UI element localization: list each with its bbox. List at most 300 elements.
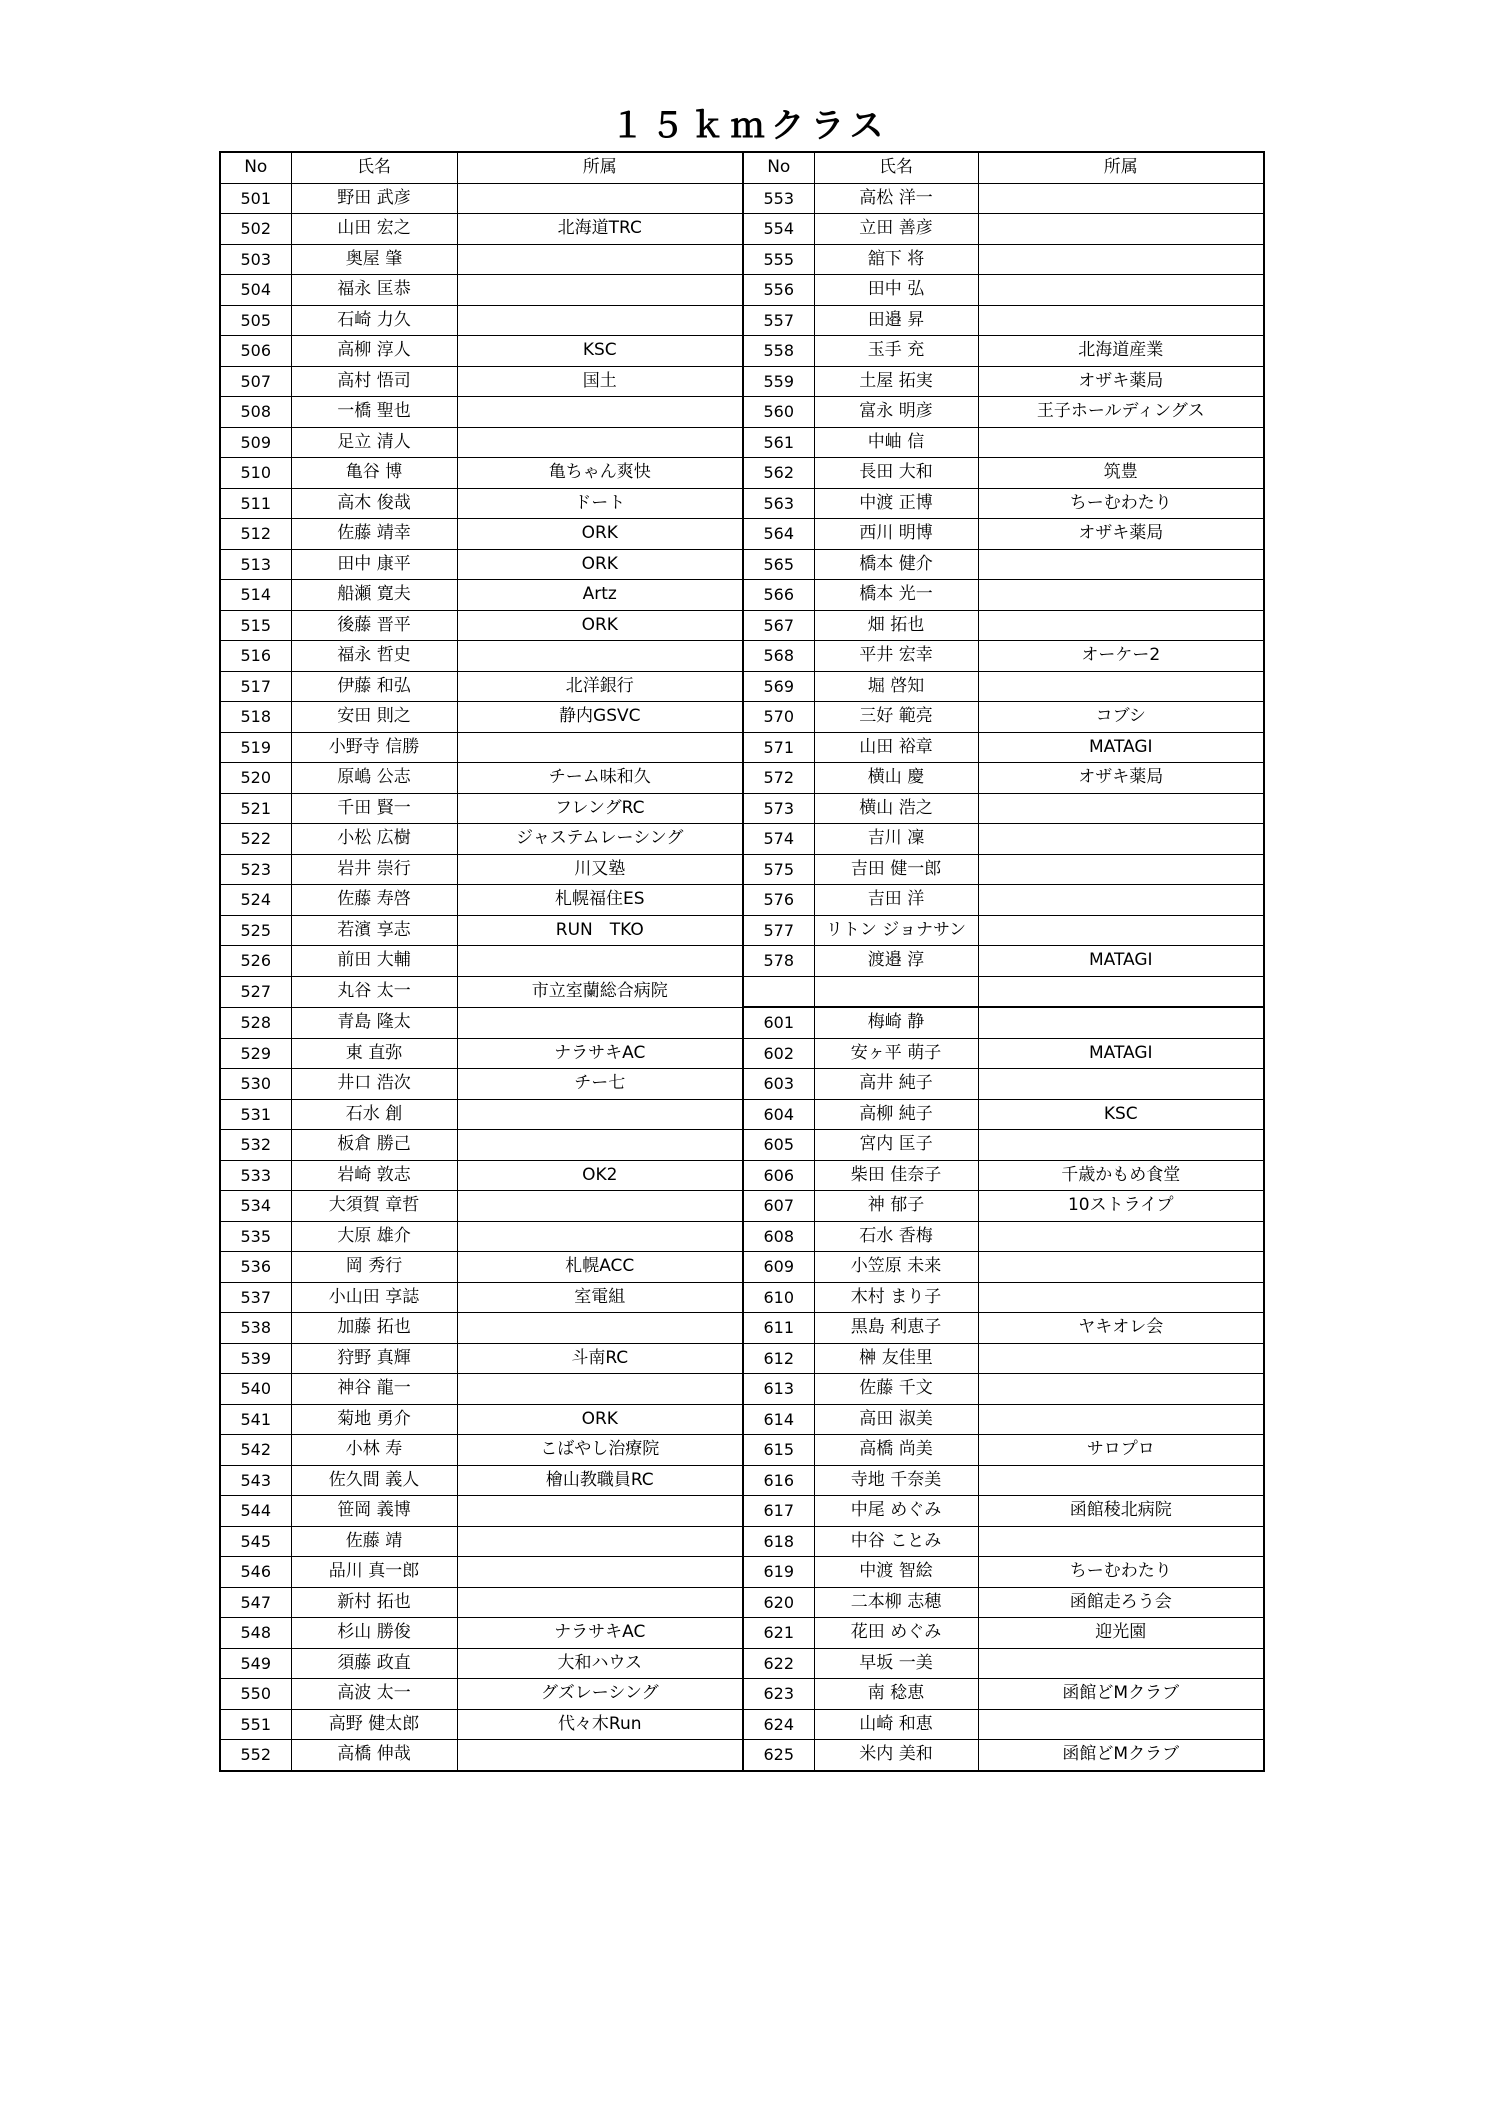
entry-number: 515 (220, 610, 291, 641)
entry-name: 加藤 拓也 (291, 1313, 457, 1344)
entry-name: 菊地 勇介 (291, 1404, 457, 1435)
entry-name: 岩崎 敦志 (291, 1160, 457, 1191)
entry-name: 田中 弘 (814, 275, 978, 306)
entry-name: 佐藤 寿啓 (291, 885, 457, 916)
entry-name: 福永 匡恭 (291, 275, 457, 306)
entry-name: 田中 康平 (291, 549, 457, 580)
entry-name: 高村 悟司 (291, 366, 457, 397)
table-row (220, 305, 1264, 336)
entry-number: 525 (220, 915, 291, 946)
entry-number: 520 (220, 763, 291, 794)
entry-affiliation: 函館どMクラブ (978, 1740, 1264, 1771)
entry-name: 笹岡 義博 (291, 1496, 457, 1527)
entry-name: 吉川 凜 (814, 824, 978, 855)
entry-name: 高柳 淳人 (291, 336, 457, 367)
entry-name: 若濱 享志 (291, 915, 457, 946)
entry-number: 546 (220, 1557, 291, 1588)
entry-affiliation: ナラサキAC (457, 1038, 743, 1069)
entry-name: 奥屋 肇 (291, 244, 457, 275)
table-row (220, 1130, 1264, 1161)
entry-name: 南 稔恵 (814, 1679, 978, 1710)
entry-affiliation: こばやし治療院 (457, 1435, 743, 1466)
entry-number: 518 (220, 702, 291, 733)
entry-number: 542 (220, 1435, 291, 1466)
entry-number: 510 (220, 458, 291, 489)
entry-name: 玉手 充 (814, 336, 978, 367)
entry-name: 二本柳 志穂 (814, 1587, 978, 1618)
entry-number: 567 (743, 610, 814, 641)
table-row (220, 1313, 1264, 1344)
entry-name: 佐藤 千文 (814, 1374, 978, 1405)
entry-number: 617 (743, 1496, 814, 1527)
entry-name: 黒島 利恵子 (814, 1313, 978, 1344)
entry-affiliation: ジャステムレーシング (457, 824, 743, 855)
entry-name: 三好 範亮 (814, 702, 978, 733)
table-row (220, 732, 1264, 763)
entry-name: 吉田 洋 (814, 885, 978, 916)
entry-name: 橋本 光一 (814, 580, 978, 611)
table-row (220, 915, 1264, 946)
entry-name: 米内 美和 (814, 1740, 978, 1771)
table-row (220, 183, 1264, 214)
table-row (220, 946, 1264, 977)
entry-number: 544 (220, 1496, 291, 1527)
entry-name: 小林 寿 (291, 1435, 457, 1466)
entry-number: 521 (220, 793, 291, 824)
entry-number: 514 (220, 580, 291, 611)
entry-number: 532 (220, 1130, 291, 1161)
entry-number: 551 (220, 1709, 291, 1740)
entry-affiliation (457, 946, 743, 977)
entry-affiliation (978, 885, 1264, 916)
entry-name: 神 郁子 (814, 1191, 978, 1222)
entry-affiliation: 北洋銀行 (457, 671, 743, 702)
table-row (220, 1435, 1264, 1466)
entry-affiliation (978, 824, 1264, 855)
entry-name: 高木 俊哉 (291, 488, 457, 519)
entry-number: 604 (743, 1099, 814, 1130)
entry-name: 長田 大和 (814, 458, 978, 489)
entry-number: 558 (743, 336, 814, 367)
entry-affiliation: ORK (457, 549, 743, 580)
entry-number: 623 (743, 1679, 814, 1710)
entry-affiliation: 亀ちゃん爽快 (457, 458, 743, 489)
entry-affiliation (978, 915, 1264, 946)
entry-affiliation: 迎光園 (978, 1618, 1264, 1649)
entry-number: 619 (743, 1557, 814, 1588)
entry-affiliation: 札幌福住ES (457, 885, 743, 916)
entry-number: 530 (220, 1069, 291, 1100)
entry-affiliation (457, 1007, 743, 1038)
entry-number: 509 (220, 427, 291, 458)
entry-affiliation (978, 214, 1264, 245)
entry-name: 中岫 信 (814, 427, 978, 458)
entry-number: 574 (743, 824, 814, 855)
entry-name: 福永 哲史 (291, 641, 457, 672)
entry-number: 526 (220, 946, 291, 977)
entry-name: 小野寺 信勝 (291, 732, 457, 763)
table-row (220, 366, 1264, 397)
entry-number: 563 (743, 488, 814, 519)
table-row (220, 519, 1264, 550)
entry-affiliation (978, 793, 1264, 824)
table-header-row (220, 152, 1264, 183)
entry-name: 野田 武彦 (291, 183, 457, 214)
entry-name: 高田 淑美 (814, 1404, 978, 1435)
entry-name: 中尾 めぐみ (814, 1496, 978, 1527)
header-affiliation: 所属 (978, 152, 1264, 183)
entry-affiliation: オザキ薬局 (978, 763, 1264, 794)
entry-affiliation (457, 1374, 743, 1405)
entry-number: 560 (743, 397, 814, 428)
entry-number: 534 (220, 1191, 291, 1222)
entry-affiliation (978, 244, 1264, 275)
entry-name: 石水 香梅 (814, 1221, 978, 1252)
entry-number: 503 (220, 244, 291, 275)
entry-name: 船瀬 寛夫 (291, 580, 457, 611)
entry-number: 571 (743, 732, 814, 763)
entry-number: 539 (220, 1343, 291, 1374)
entry-name: 須藤 政直 (291, 1648, 457, 1679)
entry-number: 608 (743, 1221, 814, 1252)
entry-number: 610 (743, 1282, 814, 1313)
entry-name: 品川 真一郎 (291, 1557, 457, 1588)
entry-number: 565 (743, 549, 814, 580)
entry-affiliation: サロプロ (978, 1435, 1264, 1466)
entry-number: 548 (220, 1618, 291, 1649)
entry-name: 寺地 千奈美 (814, 1465, 978, 1496)
entry-affiliation (457, 275, 743, 306)
entry-affiliation: オーケー2 (978, 641, 1264, 672)
entry-affiliation: MATAGI (978, 1038, 1264, 1069)
table-row (220, 763, 1264, 794)
entry-affiliation: KSC (457, 336, 743, 367)
table-row (220, 1496, 1264, 1527)
entry-name: 梅崎 静 (814, 1007, 978, 1038)
entry-number: 516 (220, 641, 291, 672)
entry-affiliation: ちーむわたり (978, 488, 1264, 519)
entry-number: 577 (743, 915, 814, 946)
entry-number: 513 (220, 549, 291, 580)
entry-name: 千田 賢一 (291, 793, 457, 824)
entry-name: 高松 洋一 (814, 183, 978, 214)
entry-affiliation (457, 1496, 743, 1527)
entry-affiliation: ちーむわたり (978, 1557, 1264, 1588)
entry-affiliation (978, 976, 1264, 1007)
entry-name: 渡邉 淳 (814, 946, 978, 977)
entry-name: 安ヶ平 萌子 (814, 1038, 978, 1069)
entry-affiliation (457, 1313, 743, 1344)
entry-name: 狩野 真輝 (291, 1343, 457, 1374)
header-affiliation: 所属 (457, 152, 743, 183)
entry-number: 543 (220, 1465, 291, 1496)
entry-name: 岡 秀行 (291, 1252, 457, 1283)
table-row (220, 1282, 1264, 1313)
entry-name: 佐藤 靖 (291, 1526, 457, 1557)
entry-number: 545 (220, 1526, 291, 1557)
entry-number: 524 (220, 885, 291, 916)
entry-affiliation (978, 1252, 1264, 1283)
entry-affiliation (457, 641, 743, 672)
entry-name: 中谷 ことみ (814, 1526, 978, 1557)
entry-number: 538 (220, 1313, 291, 1344)
entry-name: 宮内 匡子 (814, 1130, 978, 1161)
entry-name: 岩井 崇行 (291, 854, 457, 885)
table-row (220, 610, 1264, 641)
entry-name: 花田 めぐみ (814, 1618, 978, 1649)
entry-affiliation: 北海道産業 (978, 336, 1264, 367)
entry-affiliation (978, 671, 1264, 702)
entry-number: 620 (743, 1587, 814, 1618)
entry-number: 506 (220, 336, 291, 367)
entry-number: 519 (220, 732, 291, 763)
table-row (220, 1587, 1264, 1618)
table-row (220, 1221, 1264, 1252)
entry-number: 508 (220, 397, 291, 428)
entry-affiliation (978, 183, 1264, 214)
entry-number: 601 (743, 1007, 814, 1038)
entry-affiliation: オザキ薬局 (978, 519, 1264, 550)
entry-affiliation (457, 1099, 743, 1130)
entry-name: 舘下 将 (814, 244, 978, 275)
entry-affiliation (978, 1007, 1264, 1038)
entry-affiliation (978, 1526, 1264, 1557)
entry-number: 618 (743, 1526, 814, 1557)
entry-affiliation: 北海道TRC (457, 214, 743, 245)
entry-affiliation (978, 305, 1264, 336)
table-row (220, 1343, 1264, 1374)
header-no: No (220, 152, 291, 183)
entry-name: 西川 明博 (814, 519, 978, 550)
entry-affiliation (457, 397, 743, 428)
entry-number: 535 (220, 1221, 291, 1252)
table-row (220, 671, 1264, 702)
entry-name: 小松 広樹 (291, 824, 457, 855)
table-row (220, 458, 1264, 489)
table-row (220, 1465, 1264, 1496)
table-row (220, 580, 1264, 611)
entry-name: 堀 啓知 (814, 671, 978, 702)
entry-affiliation: Artz (457, 580, 743, 611)
entry-name: 横山 浩之 (814, 793, 978, 824)
entry-number: 564 (743, 519, 814, 550)
entry-number: 540 (220, 1374, 291, 1405)
table-row (220, 1526, 1264, 1557)
entry-affiliation (978, 549, 1264, 580)
table-row (220, 824, 1264, 855)
entry-affiliation (457, 427, 743, 458)
entry-number: 622 (743, 1648, 814, 1679)
entry-number: 625 (743, 1740, 814, 1771)
entry-name: 東 直弥 (291, 1038, 457, 1069)
entry-number: 561 (743, 427, 814, 458)
table-row (220, 885, 1264, 916)
table-row (220, 1038, 1264, 1069)
header-no: No (743, 152, 814, 183)
entry-number: 570 (743, 702, 814, 733)
entry-affiliation: 斗南RC (457, 1343, 743, 1374)
entry-affiliation: オザキ薬局 (978, 366, 1264, 397)
entry-number: 554 (743, 214, 814, 245)
entry-affiliation (978, 1648, 1264, 1679)
entry-list-table (219, 151, 1265, 1772)
table-row (220, 275, 1264, 306)
entry-number: 615 (743, 1435, 814, 1466)
entry-number (743, 976, 814, 1007)
table-row (220, 1007, 1264, 1038)
entry-number: 550 (220, 1679, 291, 1710)
entry-number: 578 (743, 946, 814, 977)
entry-affiliation (978, 1465, 1264, 1496)
entry-number: 572 (743, 763, 814, 794)
table-row (220, 549, 1264, 580)
entry-affiliation (978, 610, 1264, 641)
entry-number: 566 (743, 580, 814, 611)
entry-affiliation (978, 1069, 1264, 1100)
entry-affiliation: 市立室蘭総合病院 (457, 976, 743, 1007)
entry-number: 576 (743, 885, 814, 916)
entry-number: 568 (743, 641, 814, 672)
entry-affiliation: 札幌ACC (457, 1252, 743, 1283)
entry-number: 602 (743, 1038, 814, 1069)
entry-affiliation: 千歳かもめ食堂 (978, 1160, 1264, 1191)
entry-affiliation (978, 1374, 1264, 1405)
entry-number: 529 (220, 1038, 291, 1069)
entry-name: 早坂 一美 (814, 1648, 978, 1679)
entry-number: 552 (220, 1740, 291, 1771)
entry-affiliation: チーム味和久 (457, 763, 743, 794)
entry-number: 557 (743, 305, 814, 336)
entry-affiliation: チー七 (457, 1069, 743, 1100)
table-row (220, 488, 1264, 519)
table-row (220, 1679, 1264, 1710)
table-row (220, 1191, 1264, 1222)
entry-affiliation: ORK (457, 519, 743, 550)
entry-affiliation (457, 1221, 743, 1252)
entry-affiliation (978, 1282, 1264, 1313)
entry-name: 一橋 聖也 (291, 397, 457, 428)
entry-number: 562 (743, 458, 814, 489)
entry-affiliation (457, 1587, 743, 1618)
entry-name: 吉田 健一郎 (814, 854, 978, 885)
table-row (220, 1160, 1264, 1191)
entry-name: 佐久間 義人 (291, 1465, 457, 1496)
entry-number: 505 (220, 305, 291, 336)
entry-affiliation: MATAGI (978, 946, 1264, 977)
entry-affiliation: 川又塾 (457, 854, 743, 885)
table-row (220, 793, 1264, 824)
entry-number: 528 (220, 1007, 291, 1038)
table-row (220, 1557, 1264, 1588)
entry-name: 小山田 享誌 (291, 1282, 457, 1313)
entry-affiliation: 室電組 (457, 1282, 743, 1313)
entry-affiliation: 函館どMクラブ (978, 1679, 1264, 1710)
entry-affiliation (978, 854, 1264, 885)
entry-affiliation: MATAGI (978, 732, 1264, 763)
entry-name: 横山 慶 (814, 763, 978, 794)
entry-affiliation: 檜山教職員RC (457, 1465, 743, 1496)
table-row (220, 1740, 1264, 1771)
entry-number: 607 (743, 1191, 814, 1222)
entry-name: 山田 裕章 (814, 732, 978, 763)
entry-name: 高波 太一 (291, 1679, 457, 1710)
entry-name: 足立 清人 (291, 427, 457, 458)
entry-name: 高野 健太郎 (291, 1709, 457, 1740)
entry-name: 井口 浩次 (291, 1069, 457, 1100)
table-row (220, 854, 1264, 885)
entry-number: 527 (220, 976, 291, 1007)
entry-name: 高橋 尚美 (814, 1435, 978, 1466)
entry-name: 高井 純子 (814, 1069, 978, 1100)
entry-name: 中渡 正博 (814, 488, 978, 519)
entry-number: 512 (220, 519, 291, 550)
table-row (220, 1099, 1264, 1130)
entry-number: 533 (220, 1160, 291, 1191)
entry-name: 榊 友佳里 (814, 1343, 978, 1374)
entry-name: 畑 拓也 (814, 610, 978, 641)
entry-name: 小笠原 未来 (814, 1252, 978, 1283)
entry-affiliation: 函館走ろう会 (978, 1587, 1264, 1618)
entry-number: 549 (220, 1648, 291, 1679)
entry-affiliation: フレングRC (457, 793, 743, 824)
entry-affiliation (978, 427, 1264, 458)
entry-number: 504 (220, 275, 291, 306)
header-name: 氏名 (814, 152, 978, 183)
entry-number: 502 (220, 214, 291, 245)
entry-affiliation (978, 580, 1264, 611)
entry-number: 612 (743, 1343, 814, 1374)
entry-name: 丸谷 太一 (291, 976, 457, 1007)
table-row (220, 702, 1264, 733)
entry-number: 611 (743, 1313, 814, 1344)
entry-number: 517 (220, 671, 291, 702)
entry-number: 621 (743, 1618, 814, 1649)
entry-number: 609 (743, 1252, 814, 1283)
entry-affiliation: KSC (978, 1099, 1264, 1130)
entry-affiliation: ORK (457, 610, 743, 641)
entry-affiliation (978, 1709, 1264, 1740)
entry-number: 507 (220, 366, 291, 397)
entry-name: 石水 創 (291, 1099, 457, 1130)
entry-name: 山崎 和恵 (814, 1709, 978, 1740)
entry-number: 541 (220, 1404, 291, 1435)
entry-number: 522 (220, 824, 291, 855)
entry-name: 立田 善彦 (814, 214, 978, 245)
entry-affiliation: コブシ (978, 702, 1264, 733)
entry-number: 553 (743, 183, 814, 214)
table-row (220, 1404, 1264, 1435)
entry-affiliation (457, 305, 743, 336)
entry-name: 亀谷 博 (291, 458, 457, 489)
entry-number: 613 (743, 1374, 814, 1405)
table-row (220, 244, 1264, 275)
entry-name: 青島 隆太 (291, 1007, 457, 1038)
entry-affiliation (978, 1404, 1264, 1435)
entry-number: 616 (743, 1465, 814, 1496)
entry-affiliation: ドート (457, 488, 743, 519)
entry-affiliation: 函館稜北病院 (978, 1496, 1264, 1527)
entry-name: 板倉 勝己 (291, 1130, 457, 1161)
entry-number: 531 (220, 1099, 291, 1130)
entry-affiliation (978, 275, 1264, 306)
entry-name: 神谷 龍一 (291, 1374, 457, 1405)
entry-affiliation (457, 1557, 743, 1588)
entry-affiliation (457, 1130, 743, 1161)
entry-affiliation (457, 1526, 743, 1557)
entry-name: 安田 則之 (291, 702, 457, 733)
entry-affiliation: 大和ハウス (457, 1648, 743, 1679)
entry-name: 土屋 拓実 (814, 366, 978, 397)
